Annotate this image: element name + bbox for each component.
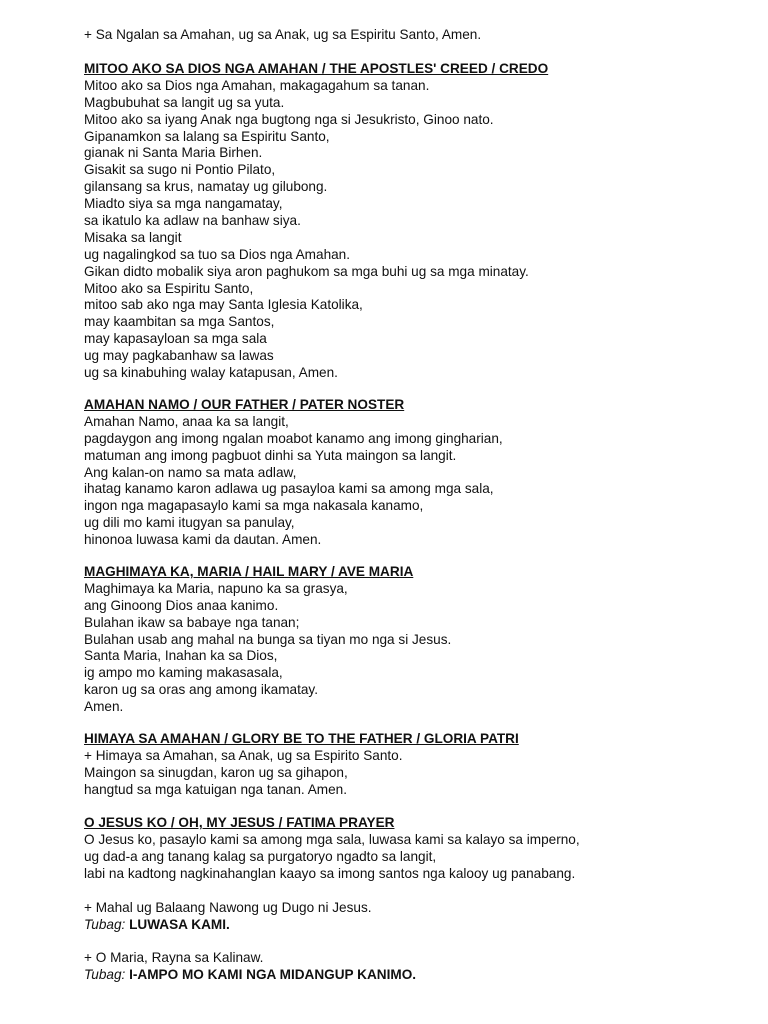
opening-line: + Sa Ngalan sa Amahan, ug sa Anak, ug sa Espiritu Santo, Amen. — [84, 27, 482, 42]
prayer-line: ug dili mo kami itugyan sa panulay, — [84, 515, 295, 531]
section-fatima-prayer — [84, 815, 754, 883]
prayer-line: Magbubuhat sa langit ug sa yuta. — [84, 94, 285, 110]
litany-holy-face — [84, 900, 754, 934]
prayer-line: hinonoa luwasa kami da dautan. Amen. — [84, 532, 322, 548]
section-apostles-creed — [84, 61, 754, 382]
litany-response-line — [84, 917, 754, 934]
prayer-line: Gipanamkon sa lalang sa Espiritu Santo, — [84, 128, 330, 144]
prayer-line: Miadto siya sa mga nangamatay, — [84, 196, 283, 212]
prayer-line: Gisakit sa sugo ni Pontio Pilato, — [84, 162, 276, 178]
prayer-line: Amahan Namo, anaa ka sa langit, — [84, 413, 289, 429]
litany-queen-of-peace — [84, 950, 754, 984]
litany-response-line — [84, 967, 754, 984]
response-text: LUWASA KAMI. — [129, 916, 230, 932]
prayer-line: may kaambitan sa mga Santos, — [84, 314, 275, 330]
prayer-line: matuman ang imong pagbuot dinhi sa Yuta maingon sa langit. — [84, 447, 457, 463]
prayer-line: Maghimaya ka Maria, napuno ka sa grasya, — [84, 580, 348, 596]
prayer-line: may kapasayloan sa mga sala — [84, 331, 267, 347]
prayer-line: Santa Maria, Inahan ka sa Dios, — [84, 648, 278, 664]
section-our-father — [84, 397, 754, 549]
prayer-line: Mitoo ako sa Dios nga Amahan, makagagahum sa tanan. — [84, 77, 430, 93]
prayer-line: Misaka sa langit — [84, 229, 182, 245]
section-heading: HIMAYA SA AMAHAN / GLORY BE TO THE FATHER / GLORIA PATRI — [84, 731, 519, 746]
prayer-line: Mitoo ako sa Espiritu Santo, — [84, 280, 254, 296]
prayer-line: ingon nga magapasaylo kami sa mga nakasala kanamo, — [84, 498, 424, 514]
opening-sign-of-cross — [84, 27, 754, 44]
prayer-line: gianak ni Santa Maria Birhen. — [84, 145, 263, 161]
prayer-line: ug dad-a ang tanang kalag sa purgatoryo ngadto sa langit, — [84, 848, 437, 864]
prayer-line: karon ug sa oras ang among ikamatay. — [84, 682, 318, 698]
prayer-line: pagdaygon ang imong ngalan moabot kanamo ang imong gingharian, — [84, 430, 503, 446]
prayer-line: Bulahan ikaw sa babaye nga tanan; — [84, 614, 300, 630]
litany-call: + O Maria, Rayna sa Kalinaw. — [84, 950, 264, 965]
prayer-line: Amen. — [84, 699, 124, 715]
response-label: Tubag: — [84, 966, 126, 982]
prayer-line: ug nagalingkod sa tuo sa Dios nga Amahan. — [84, 246, 351, 262]
section-hail-mary — [84, 564, 754, 716]
prayer-line: Mitoo ako sa iyang Anak nga bugtong nga si Jesukristo, Ginoo nato. — [84, 111, 494, 127]
section-heading: MITOO AKO SA DIOS NGA AMAHAN / THE APOSTLES' CREED / CREDO — [84, 61, 549, 76]
section-heading: MAGHIMAYA KA, MARIA / HAIL MARY / AVE MARIA — [84, 564, 414, 579]
response-label: Tubag: — [84, 916, 126, 932]
section-glory-be — [84, 731, 754, 799]
prayer-line: ug sa kinabuhing walay katapusan, Amen. — [84, 365, 338, 381]
prayer-line: + Himaya sa Amahan, sa Anak, ug sa Espirito Santo. — [84, 747, 403, 763]
response-text: I-AMPO MO KAMI NGA MIDANGUP KANIMO. — [129, 966, 417, 982]
prayer-line: ug may pagkabanhaw sa lawas — [84, 348, 274, 364]
prayer-line: Gikan didto mobalik siya aron paghukom sa mga buhi ug sa mga minatay. — [84, 263, 529, 279]
prayer-line: labi na kadtong nagkinahanglan kaayo sa imong santos nga kalooy ug panabang. — [84, 865, 576, 881]
prayer-line: Ang kalan-on namo sa mata adlaw, — [84, 464, 297, 480]
prayer-line: ig ampo mo kaming makasasala, — [84, 665, 283, 681]
section-heading: AMAHAN NAMO / OUR FATHER / PATER NOSTER — [84, 397, 405, 412]
prayer-line: hangtud sa mga katuigan nga tanan. Amen. — [84, 781, 348, 797]
prayer-line: sa ikatulo ka adlaw na banhaw siya. — [84, 213, 301, 229]
prayer-line: ang Ginoong Dios anaa kanimo. — [84, 597, 279, 613]
prayer-line: ihatag kanamo karon adlawa ug pasayloa kami sa among mga sala, — [84, 481, 494, 497]
prayer-line: Bulahan usab ang mahal na bunga sa tiyan mo nga si Jesus. — [84, 631, 452, 647]
section-heading: O JESUS KO / OH, MY JESUS / FATIMA PRAYER — [84, 815, 395, 830]
prayer-line: gilansang sa krus, namatay ug gilubong. — [84, 179, 328, 195]
prayer-line: mitoo sab ako nga may Santa Iglesia Katolika, — [84, 297, 363, 313]
prayer-line: O Jesus ko, pasaylo kami sa among mga sala, luwasa kami sa kalayo sa imperno, — [84, 831, 580, 847]
prayer-line: Maingon sa sinugdan, karon ug sa gihapon, — [84, 764, 348, 780]
litany-call: + Mahal ug Balaang Nawong ug Dugo ni Jesus. — [84, 900, 372, 915]
